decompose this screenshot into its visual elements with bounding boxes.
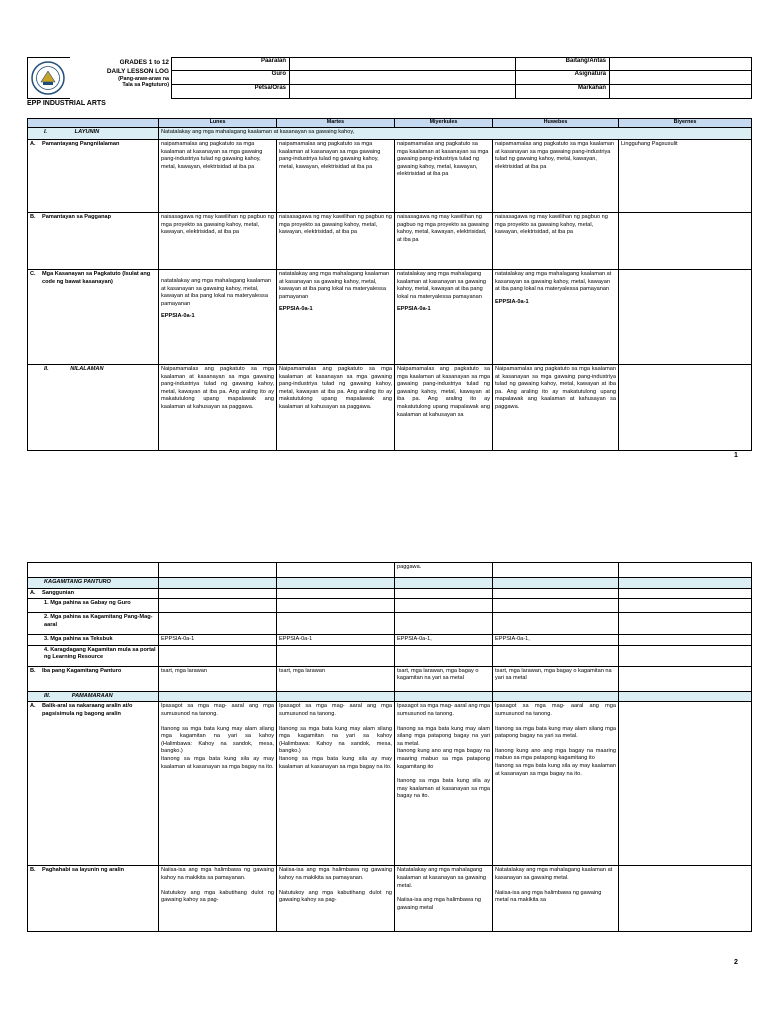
- balik-martes: Ipasagot sa mga mag- aaral ang mga sumusunod na tanong. Itanong sa mga bata kung may alam silang mga kagamitan na yari sa kahoy (Halimbawa: Kahoy na sandok, mesa, bangko.) Itanong sa mga bata kung sila ay may kaalaman at kasanayan sa mga bagay na ito.: [277, 702, 395, 866]
- paghahabi-row: [28, 866, 752, 932]
- paghahabi-huwebes: Natatalakay ang mga mahalagang kaalaman at kasanayan sa gawaing metal. Naiisa-isa ang mga halimbawa ng gawaing metal na makikita sa: [493, 866, 619, 932]
- row-b-miyerkules: naisasagawa ng may kawilihan ng pagbuo ng mga proyekto sa gawaing kahoy, metal, kawayan, elektrisidad, at iba pa: [395, 213, 493, 270]
- lesson-table-page2: [27, 562, 752, 932]
- paaralan-label: Paaralan: [172, 58, 290, 71]
- iba-miyerkules: tsart, mga larawan, mga bagay o kagamitan na yari sa metal: [395, 666, 493, 691]
- lesson-table-page1: [27, 118, 752, 451]
- petsa-field[interactable]: [290, 84, 516, 98]
- balik-label: A. Balik-aral sa nakaraang aralin at/o pagsisimula ng bagong aralin: [28, 702, 159, 866]
- teksbuk-lunes: EPPSIA-0a-1: [159, 635, 277, 646]
- nilalaman-miyerkules: Naipamamalas ang pagkatuto sa mga kaalaman at kasanayan sa mga gawaing pang-industriya tulad ng gawaing kahoy, metal, kawayan at iba pa. Ang araling ito ay makatutulong upang mapalawak ang kaalaman at kahusayan sa: [395, 365, 493, 451]
- row-a-miyerkules: naipamamalas ang pagkatuto sa mga kaalaman at kasanayan sa mga gawaing pang-industriya tulad ng gawaing kahoy, metal, kawayan, elektrisidad at iba pa: [395, 140, 493, 213]
- paghahabi-miyerkules: Natatalakay ang mga mahalagang kaalaman at kasanayan sa gawaing metal. Naiisa-isa ang mga halimbawa ng gawaing metal: [395, 866, 493, 932]
- balik-miyerkules: Ipasagot sa mga mag- aaral ang mga sumusunod na tanong. Itanong sa mga bata kung may alam silang mga patapong bagay na yari sa metal. Itanong kung ano ang mga bagay na maaring mabuo sa mga patapong kagamitang ito Itanong sa mga bata kung sila ay may kaalaman at kasanayan sa mga bagay na ito.: [395, 702, 493, 866]
- nilalaman-martes: Naipamamalas ang pagkatuto sa mga kaalaman at kasanayan sa mga gawaing pang-industriya tulad ng gawaing kahoy, metal, kawayan at iba pa. Ang araling ito ay makatutulong upang mapalawak ang kaalaman at kahusayan sa paggawa.: [277, 365, 395, 451]
- nilalaman-huwebes: Naipamamalas ang pagkatuto sa mga kaalaman at kasanayan sa mga gawaing pang-industriya tulad ng gawaing kahoy, metal, kawayan at iba pa. Ang araling ito ay makatutulong upang mapalawak ang kaalaman at kahusayan sa paggawa.: [493, 365, 619, 451]
- page-number-1: 1: [734, 452, 738, 459]
- nilalaman-biyernes: [619, 365, 752, 451]
- iba-lunes: tsart, mga larawan: [159, 666, 277, 691]
- row-a-label: A. Pamantayang Pangnilalaman: [28, 140, 159, 213]
- paghahabi-lunes: Naiisa-isa ang mga halimbawa ng gawaing kahoy na makikita sa pamayanan. Natutukoy ang mga kabutihang dulot ng gawaing kahoy sa pag-: [159, 866, 277, 932]
- gabay-label: 1. Mga pahina sa Gabay ng Guro: [28, 599, 159, 613]
- petsa-label: Petsa/Oras: [172, 84, 290, 98]
- row-c-label: C. Mga Kasanayan sa Pagkatuto (Isulat ang code ng bawat kasanayan): [28, 270, 159, 365]
- paghahabi-martes: Naiisa-isa ang mga halimbawa ng gawaing kahoy na makikita sa pamayanan. Natutukoy ang mga kabutihang dulot ng gawaing kahoy sa pag-: [277, 866, 395, 932]
- teksbuk-miyerkules: EPPSIA-0a-1,: [395, 635, 493, 646]
- sanggunian-label: A. Sanggunian: [28, 588, 159, 599]
- nilalaman-label-cell: II. NILALAMAN: [28, 365, 159, 451]
- paghahabi-label: B. Paghahabi sa layunin ng aralin: [28, 866, 159, 932]
- day-header-martes: Martes: [277, 119, 395, 128]
- row-c-lunes: natatalakay ang mga mahalagang kaalaman at kasanayan sa gawaing kahoy, metal, kawayan at iba pang lokal na materyalessa pamayanan EPPSIA-0a-1: [159, 270, 277, 365]
- pamantayang-pangnilalaman-row: [28, 140, 752, 213]
- kasanayan-row: [28, 270, 752, 365]
- kagamitan-label: KAGAMITANG PANTURO: [28, 578, 159, 589]
- row-c-miyerkules: natatalakay ang mga mahalagang kaalaman at kasanayan sa gawaing kahoy, metal, kawayan at iba pang lokal na materyalessa pamayanan EPPSIA-0a-1: [395, 270, 493, 365]
- row-a-huwebes: naipamamalas ang pagkatuto sa mga kaalaman at kasanayan sa mga gawaing pang-industriya tulad ng gawaing kahoy, metal, kawayan, elektrisidad at iba pa: [493, 140, 619, 213]
- row-a-biyernes: Lingguhang Pagsusulit: [619, 140, 752, 213]
- row-b-huwebes: naisasagawa ng may kawilihan ng pagbuo ng mga proyekto sa gawaing kahoy, metal, kawayan, elektrisidad, at iba pa: [493, 213, 619, 270]
- iba-label: B. Iba pang Kagamitang Panturo: [28, 666, 159, 691]
- row-b-martes: naisasagawa ng may kawilihan ng pagbuo ng mga proyekto sa gawaing kahoy, metal, kawayan, elektrisidad, at iba pa: [277, 213, 395, 270]
- header-table: [27, 57, 752, 99]
- teksbuk-label: 3. Mga pahina sa Teksbuk: [28, 635, 159, 646]
- row-c-huwebes: natatalakay ang mga mahalagang kaalaman at kasanayan sa gawaing kahoy, metal, kawayan at iba pang lokal na materyalessa pamayanan EPPSIA-0a-1: [493, 270, 619, 365]
- log-title: GRADES 1 to 12 DAILY LESSON LOG (Pang-araw-araw na Tala sa Pagtuturo): [106, 58, 169, 89]
- kagamitan-pang-label: 2. Mga pahina sa Kagamitang Pang-Mag-aaral: [28, 613, 159, 635]
- row-c-biyernes: [619, 270, 752, 365]
- guro-label: Guro: [172, 71, 290, 84]
- layunin-label-cell: I. LAYUNIN: [28, 128, 159, 140]
- iba-martes: tsart, mga larawan: [277, 666, 395, 691]
- subject-title: EPP INDUSTRIAL ARTS: [27, 100, 106, 107]
- markahan-label: Markahan: [516, 84, 610, 98]
- karagdagang-row: [28, 645, 752, 666]
- row-a-lunes: naipamamalas ang pagkatuto sa mga kaalaman at kasanayan sa mga gawaing pang-industriya tulad ng gawaing kahoy, metal, kawayan, elektrisidad at iba pa: [159, 140, 277, 213]
- pamamaraan-row: [28, 691, 752, 702]
- page-number-2: 2: [734, 959, 738, 966]
- row-b-biyernes: [619, 213, 752, 270]
- layunin-text: Natatalakay ang mga mahalagang kaalaman at kasanayan sa gawaing kahoy,: [159, 128, 752, 140]
- teksbuk-row: [28, 635, 752, 646]
- day-header-miyerkules: Miyerkules: [395, 119, 493, 128]
- asignatura-field[interactable]: [610, 71, 752, 84]
- teksbuk-martes: EPPSIA-0a-1: [277, 635, 395, 646]
- balik-aral-row: [28, 702, 752, 866]
- day-header-row: [28, 119, 752, 128]
- iba-kagamitan-row: [28, 666, 752, 691]
- row-b-label: B. Pamantayan sa Pagganap: [28, 213, 159, 270]
- continued-row: [28, 563, 752, 578]
- balik-lunes: Ipasagot sa mga mag- aaral ang mga sumusunod na tanong. Itanong sa mga bata kung may alam silang mga kagamitan na yari sa kahoy (Halimbawa: Kahoy na sandok, mesa, bangko.) Itanong sa mga bata kung sila ay may kaalaman at kasanayan sa mga bagay na ito.: [159, 702, 277, 866]
- page-gap: [0, 470, 768, 555]
- logo-cell: [28, 58, 70, 99]
- guro-field[interactable]: [290, 71, 516, 84]
- paaralan-field[interactable]: [290, 58, 516, 71]
- row-a-martes: naipamamalas ang pagkatuto sa mga kaalaman at kasanayan sa mga gawaing pang-industriya tulad ng gawaing kahoy, metal, kawayan, elektrisidad at iba pa: [277, 140, 395, 213]
- kagamitan-row: [28, 578, 752, 589]
- layunin-row: [28, 128, 752, 140]
- iba-huwebes: tsart, mga larawan, mga bagay o kagamitan na yari sa metal: [493, 666, 619, 691]
- baitang-field[interactable]: [610, 58, 752, 71]
- nilalaman-row: [28, 365, 752, 451]
- markahan-field[interactable]: [610, 84, 752, 98]
- page-one: [0, 0, 768, 470]
- nilalaman-lunes: Naipamamalas ang pagkatuto sa mga kaalaman at kasanayan sa mga gawaing pang-industriya tulad ng gawaing kahoy, metal, kawayan at iba pa. Ang araling ito ay makatutulong upang mapalawak ang kaalaman at kahusayan sa paggawa.: [159, 365, 277, 451]
- baitang-label: Baitang/Antas: [516, 58, 610, 71]
- karagdagang-label: 4. Karagdagang Kagamitan mula sa portal ng Learning Resource: [28, 645, 159, 666]
- kagamitan-pang-row: [28, 613, 752, 635]
- pamantayan-pagganap-row: [28, 213, 752, 270]
- deped-seal-icon: [29, 59, 67, 97]
- sanggunian-row: [28, 588, 752, 599]
- row-b-lunes: naisasagawa ng may kawilihan ng pagbuo ng mga proyekto sa gawaing kahoy, metal, kawayan, elektrisidad, at iba pa: [159, 213, 277, 270]
- continued-text: paggawa.: [395, 563, 493, 578]
- pamamaraan-label-cell: III. PAMAMARAAN: [28, 691, 159, 702]
- page-two: [0, 555, 768, 1024]
- blank-header: [28, 119, 159, 128]
- day-header-huwebes: Huwebes: [493, 119, 619, 128]
- gabay-row: [28, 599, 752, 613]
- row-c-martes: natatalakay ang mga mahalagang kaalaman at kasanayan sa gawaing kahoy, metal, kawayan at iba pang lokal na materyalessa pamayanan EPPSIA-0a-1: [277, 270, 395, 365]
- asignatura-label: Asignatura: [516, 71, 610, 84]
- teksbuk-huwebes: EPPSIA-0a-1,: [493, 635, 619, 646]
- day-header-lunes: Lunes: [159, 119, 277, 128]
- day-header-biyernes: Biyernes: [619, 119, 752, 128]
- balik-huwebes: Ipasagot sa mga mag- aaral ang mga sumusunod na tanong. Itanong sa mga bata kung may alam silang mga patapong bagay na yari sa metal. Itanong kung ano ang mga bagay na maaring mabuo sa mga patapong kagamitang ito Itanong sa mga bata kung sila ay may kaalaman at kasanayan sa mga bagay na ito.: [493, 702, 619, 866]
